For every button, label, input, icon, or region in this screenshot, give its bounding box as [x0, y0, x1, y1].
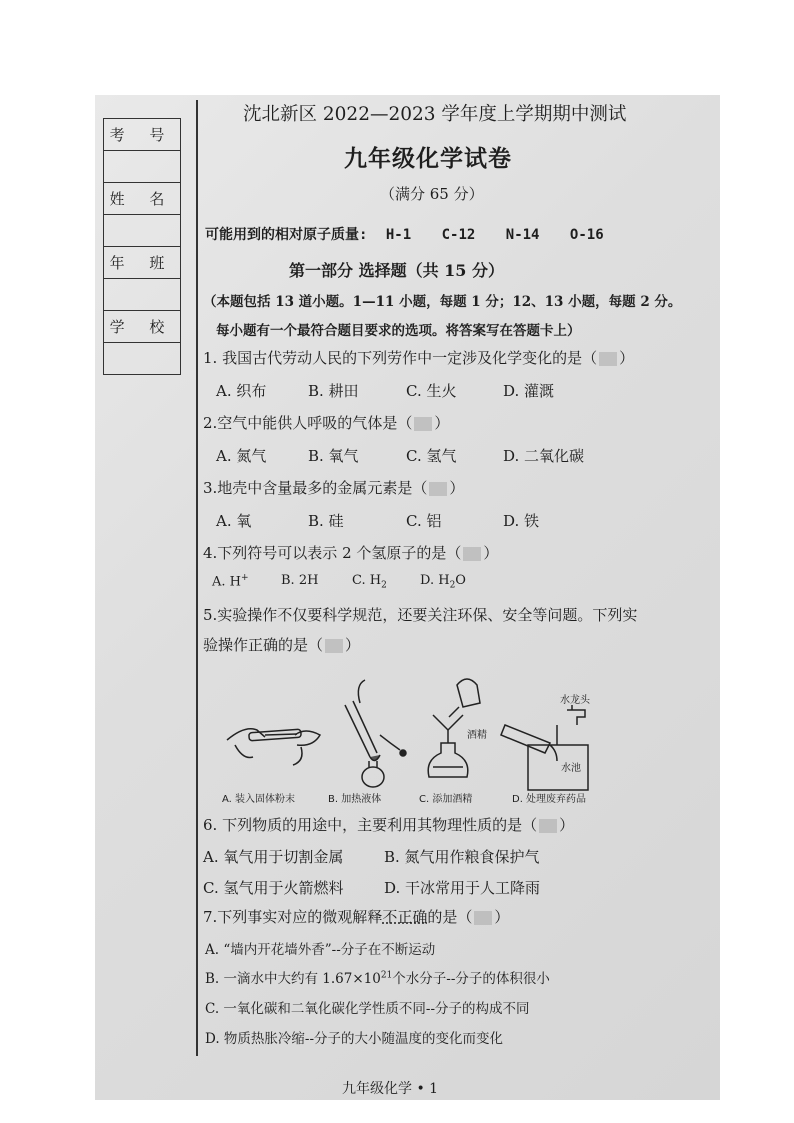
class-label: 年 班	[104, 247, 181, 279]
option[interactable]: D. 铁	[503, 512, 540, 530]
answer-blank[interactable]	[429, 482, 447, 496]
exam-number-field[interactable]	[104, 151, 181, 183]
page-footer: 九年级化学 • 1	[342, 1081, 439, 1097]
alcohol-label: 酒精	[467, 730, 487, 741]
question-5-line-1: 5.实验操作不仅要科学规范，还要关注环保、安全等问题。下列实	[203, 606, 638, 624]
school-field[interactable]	[104, 343, 181, 375]
answer-blank[interactable]	[325, 639, 343, 653]
option[interactable]	[352, 573, 387, 591]
figure-caption-b: B. 加热液体	[328, 794, 382, 805]
answer-blank[interactable]	[463, 547, 481, 561]
section-title: 第一部分 选择题（共 15 分）	[289, 261, 504, 280]
atomic-mass-item: H-1	[385, 227, 412, 243]
figure-caption-a: A. 装入固体粉末	[222, 794, 296, 805]
option[interactable]: A. 氧气用于切割金属	[203, 848, 344, 866]
figure-a-powder	[227, 729, 320, 765]
question-7	[203, 906, 509, 927]
atomic-masses-label: 可能用到的相对原子质量:	[205, 227, 368, 243]
bracket: ）	[619, 349, 635, 367]
figure-c-alcohol	[428, 679, 480, 777]
figure-d-waste	[501, 705, 588, 790]
option[interactable]: B. 硅	[308, 512, 344, 530]
question-stem: 2.空气中能供人呼吸的气体是（	[203, 414, 413, 432]
lab-operations-figure	[205, 665, 605, 805]
option[interactable]: B. 氧气	[308, 447, 359, 465]
option[interactable]	[420, 573, 466, 591]
bracket: ）	[494, 908, 510, 926]
option-text: B. 一滴水中大约有 1.67×10	[205, 971, 381, 987]
option-text: C. H	[352, 573, 382, 588]
exam-header: 沈北新区 2022—2023 学年度上学期期中测试	[243, 104, 627, 125]
answer-blank[interactable]	[474, 911, 492, 925]
option[interactable]: D. 物质热胀冷缩--分子的大小随温度的变化而变化	[205, 1031, 504, 1047]
answer-blank[interactable]	[599, 352, 617, 366]
question-stem: 6. 下列物质的用途中，主要利用其物理性质的是（	[203, 816, 538, 834]
class-field[interactable]	[104, 279, 181, 311]
option[interactable]: A. 氧	[216, 512, 252, 530]
option[interactable]	[205, 967, 550, 987]
subscript: 2	[381, 580, 387, 591]
atomic-mass-item: O-16	[569, 227, 604, 243]
option[interactable]: C. 氢气	[406, 447, 457, 465]
name-label: 姓 名	[104, 183, 181, 215]
option-text: O	[455, 573, 466, 588]
school-label: 学 校	[104, 311, 181, 343]
atomic-masses	[205, 224, 626, 244]
superscript: +	[241, 573, 249, 583]
option[interactable]	[212, 573, 249, 589]
binding-line	[196, 100, 198, 1056]
option[interactable]: A. “墙内开花墙外香”--分子在不断运动	[205, 942, 436, 958]
option-text: 个水分子--分子的体积很小	[392, 971, 550, 987]
option[interactable]: B. 2H	[281, 573, 319, 588]
option[interactable]: B. 氮气用作粮食保护气	[384, 848, 540, 866]
atomic-mass-item: N-14	[505, 227, 540, 243]
option[interactable]: C. 一氧化碳和二氧化碳化学性质不同--分子的构成不同	[205, 1001, 530, 1017]
sink-label: 水池	[561, 763, 581, 774]
bracket: ）	[483, 544, 499, 562]
bracket: ）	[434, 414, 450, 432]
superscript: 21	[380, 970, 393, 981]
emphasis-not-correct: 不正确	[382, 908, 428, 926]
faucet-label: 水龙头	[560, 695, 590, 706]
option[interactable]: D. 干冰常用于人工降雨	[384, 879, 541, 897]
option-text: A. H	[212, 574, 241, 590]
option[interactable]: C. 氢气用于火箭燃料	[203, 879, 344, 897]
option[interactable]: D. 二氧化碳	[503, 447, 585, 465]
exam-number-label: 考 号	[104, 119, 181, 151]
bracket: ）	[449, 479, 465, 497]
section-instruction-1: （本题包括 13 道小题。1—11 小题，每题 1 分；12、13 小题，每题 2 分。	[203, 294, 682, 310]
answer-blank[interactable]	[414, 417, 432, 431]
section-instruction-2: 每小题有一个最符合题目要求的选项。将答案写在答题卡上）	[216, 323, 581, 339]
atomic-mass-item: C-12	[441, 227, 476, 243]
full-score: （满分 65 分）	[380, 185, 484, 203]
answer-blank[interactable]	[539, 819, 557, 833]
option[interactable]: A. 织布	[216, 382, 267, 400]
question-2	[203, 412, 449, 433]
option[interactable]: C. 铝	[406, 512, 442, 530]
option[interactable]: D. 灌溉	[503, 382, 555, 400]
figure-caption-d: D. 处理废弃药品	[512, 794, 587, 805]
option[interactable]: B. 耕田	[308, 382, 359, 400]
question-3	[203, 477, 464, 498]
question-stem: 4.下列符号可以表示 2 个氢原子的是（	[203, 544, 462, 562]
student-info-table	[103, 118, 181, 375]
bracket: ）	[345, 636, 361, 654]
option-text: D. H	[420, 573, 450, 588]
question-4	[203, 542, 498, 563]
figure-caption-c: C. 添加酒精	[419, 794, 473, 805]
subscript: 2	[449, 580, 456, 591]
question-stem: 验操作正确的是（	[203, 636, 324, 654]
question-5-line-2	[203, 634, 360, 655]
bracket: ）	[559, 816, 575, 834]
question-stem: 1. 我国古代劳动人民的下列劳作中一定涉及化学变化的是（	[203, 349, 598, 367]
question-stem: 7.下列事实对应的微观解释	[203, 908, 383, 926]
option[interactable]: A. 氮气	[216, 447, 267, 465]
question-stem: 3.地壳中含量最多的金属元素是（	[203, 479, 428, 497]
option[interactable]: C. 生火	[406, 382, 457, 400]
figure-b-heating	[345, 680, 406, 787]
question-1	[203, 347, 634, 368]
paper-title: 九年级化学试卷	[344, 145, 512, 172]
question-6	[203, 814, 574, 835]
name-field[interactable]	[104, 215, 181, 247]
question-stem: 的是（	[427, 908, 473, 926]
